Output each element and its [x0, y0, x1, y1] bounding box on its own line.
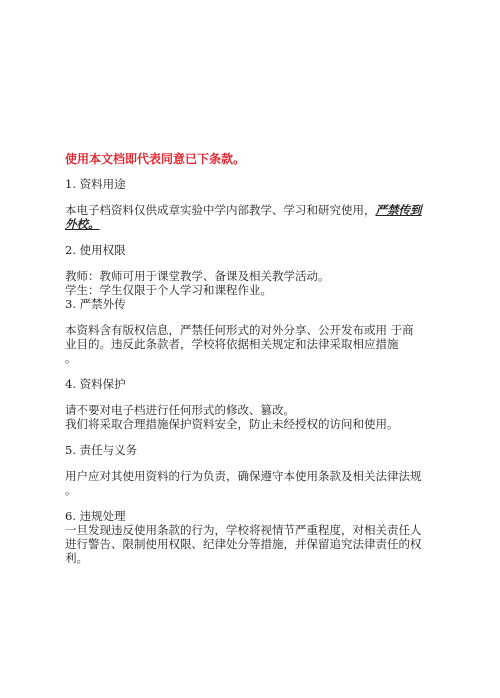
usage-line-1 [65, 203, 455, 217]
section-body-violations [65, 523, 455, 565]
violations-line-1: 一旦发现违反使用条款的行为，学校将视情节严重程度，对相关责任人 [65, 523, 422, 537]
responsibility-line-1: 用户应对其使用资料的行为负责，确保遵守本使用条款及相关法律法规 [65, 469, 422, 483]
section-body-protection [65, 403, 455, 431]
section-body-usage [65, 203, 455, 231]
responsibility-line-2: 。 [65, 483, 77, 497]
protection-line-2: 我们将采取合理措施保护资料安全，防止未经授权的访问和使用。 [65, 417, 399, 431]
violations-line-3: 利。 [65, 551, 88, 565]
section-title-protection: 4. 资料保护 [65, 377, 126, 391]
no-sharing-line-3: 。 [65, 351, 77, 365]
protection-line-1: 请不要对电子档进行任何形式的修改、篡改。 [65, 403, 295, 417]
usage-emphasis-1: 严禁传到 [375, 203, 422, 217]
section-title-violations: 6. 违规处理 [65, 509, 126, 523]
permissions-student: 学生：学生仅限于个人学习和课程作业。 [65, 283, 272, 297]
document-page [65, 152, 455, 577]
usage-emphasis-2: 外校。 [65, 217, 100, 231]
section-body-no-sharing [65, 323, 455, 365]
no-sharing-line-2: 业目的。违反此条款者，学校将依据相关规定和法律采取相应措施 [65, 337, 399, 351]
section-title-no-sharing: 3. 严禁外传 [65, 297, 126, 311]
usage-text: 本电子档资料仅供成章实验中学内部教学、学习和研究使用， [65, 203, 376, 217]
section-body-responsibility [65, 469, 455, 497]
section-body-permissions [65, 269, 455, 297]
section-title-responsibility: 5. 责任与义务 [65, 443, 138, 457]
section-title-permissions: 2. 使用权限 [65, 243, 126, 257]
no-sharing-line-1: 本资料含有版权信息，严禁任何形式的对外分享、公开发布或用 于商 [65, 323, 414, 337]
agreement-notice: 使用本文档即代表同意已下条款。 [65, 152, 246, 166]
permissions-teacher: 教师：教师可用于课堂教学、备课及相关教学活动。 [65, 269, 330, 283]
section-title-usage: 1. 资料用途 [65, 177, 126, 191]
violations-line-2: 进行警告、限制使用权限、纪律处分等措施，并保留追究法律责任的权 [65, 537, 422, 551]
